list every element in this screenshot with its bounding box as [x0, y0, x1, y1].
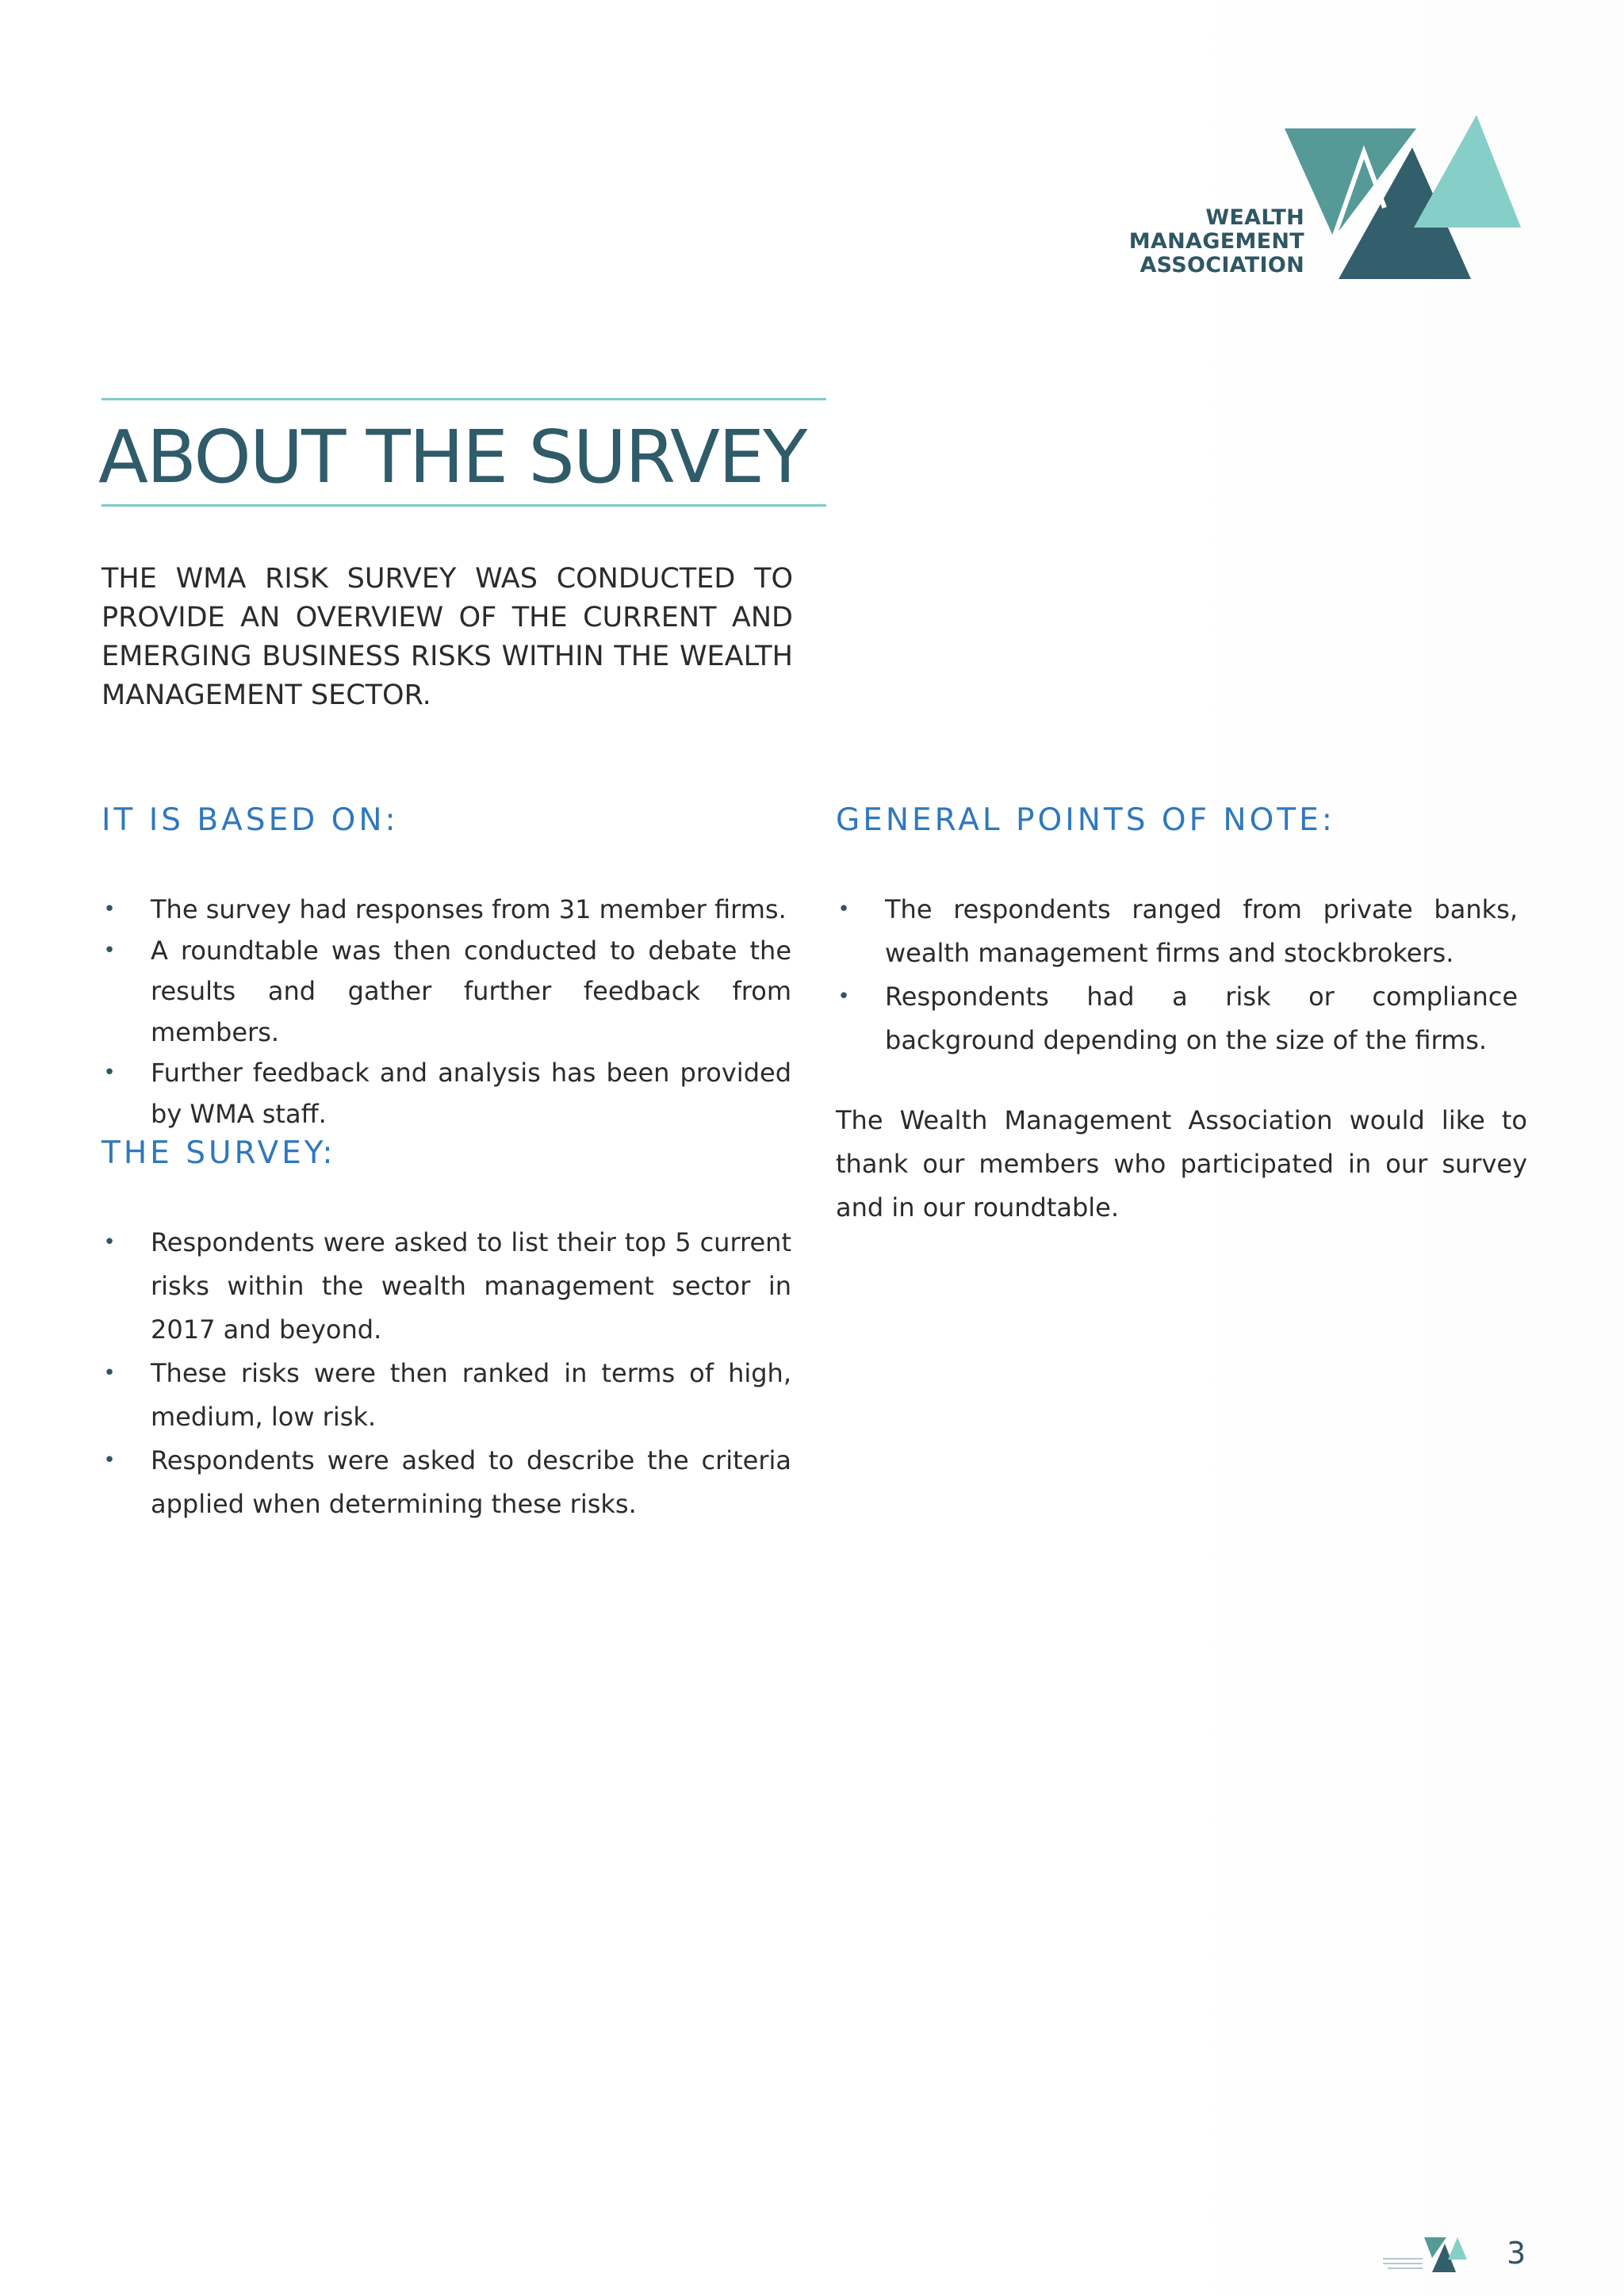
- bullet-icon: •: [103, 1361, 116, 1385]
- wma-logo: [1126, 111, 1530, 289]
- list-item: [102, 1221, 791, 1352]
- thanks-paragraph: The Wealth Management Association would like to thank our members who participated in our survey and in our roundtable.: [836, 1105, 1527, 1223]
- general-points-list: [836, 888, 1518, 1062]
- list-item: [102, 931, 791, 1054]
- list-item: [836, 975, 1518, 1062]
- general-points-heading: GENERAL POINTS OF NOTE:: [836, 802, 1335, 838]
- list-item: [102, 1053, 791, 1135]
- based-on-heading: IT IS BASED ON:: [102, 802, 399, 838]
- title-rule-top: [102, 398, 826, 400]
- list-item-text: Further feedback and analysis has been provided by WMA staff.: [151, 1058, 791, 1129]
- list-item: [836, 888, 1518, 975]
- logo-line-association: ASSOCIATION: [1139, 253, 1304, 277]
- list-item: [102, 1352, 791, 1439]
- bullet-icon: •: [103, 1061, 116, 1085]
- list-item: [102, 1439, 791, 1526]
- page-number: 3: [1507, 2236, 1526, 2271]
- list-item-text: Respondents had a risk or compliance background depending on the size of the firms.: [885, 982, 1518, 1055]
- page-title: ABOUT THE SURVEY: [98, 415, 806, 499]
- list-item-text: Respondents were asked to describe the criteria applied when determining these risks.: [151, 1445, 791, 1519]
- list-item-text: The respondents ranged from private banks, wealth management firms and stockbrokers.: [885, 894, 1518, 968]
- list-item-text: A roundtable was then conducted to debate the results and gather further feedback from members.: [151, 935, 791, 1047]
- survey-list: [102, 1221, 791, 1526]
- bullet-icon: •: [103, 1230, 116, 1254]
- bullet-icon: •: [103, 1448, 116, 1472]
- logo-mountains-icon: [1285, 111, 1522, 289]
- logo-line-wealth: WEALTH: [1205, 205, 1304, 230]
- survey-heading: THE SURVEY:: [102, 1135, 336, 1171]
- bullet-icon: •: [103, 938, 116, 962]
- logo-wordmark: [1126, 206, 1304, 277]
- title-rule-bottom: [102, 504, 826, 507]
- intro-paragraph: THE WMA RISK SURVEY WAS CONDUCTED TO PROVIDE AN OVERVIEW OF THE CURRENT AND EMERGING BUSINESS RISKS WITHIN THE WEALTH MANAGEMENT SECTOR.: [102, 563, 793, 711]
- list-item-text: The survey had responses from 31 member firms.: [151, 894, 787, 924]
- list-item-text: Respondents were asked to list their top 5 current risks within the wealth management sector in 2017 and beyond.: [151, 1227, 791, 1345]
- bullet-icon: •: [837, 985, 850, 1008]
- logo-line-management: MANAGEMENT: [1128, 229, 1304, 254]
- bullet-icon: •: [837, 897, 850, 921]
- based-on-list: [102, 890, 791, 1135]
- bullet-icon: •: [103, 897, 116, 921]
- footer-logo-icon: [1380, 2236, 1475, 2275]
- list-item: [102, 890, 791, 931]
- list-item-text: These risks were then ranked in terms of high, medium, low risk.: [151, 1358, 791, 1432]
